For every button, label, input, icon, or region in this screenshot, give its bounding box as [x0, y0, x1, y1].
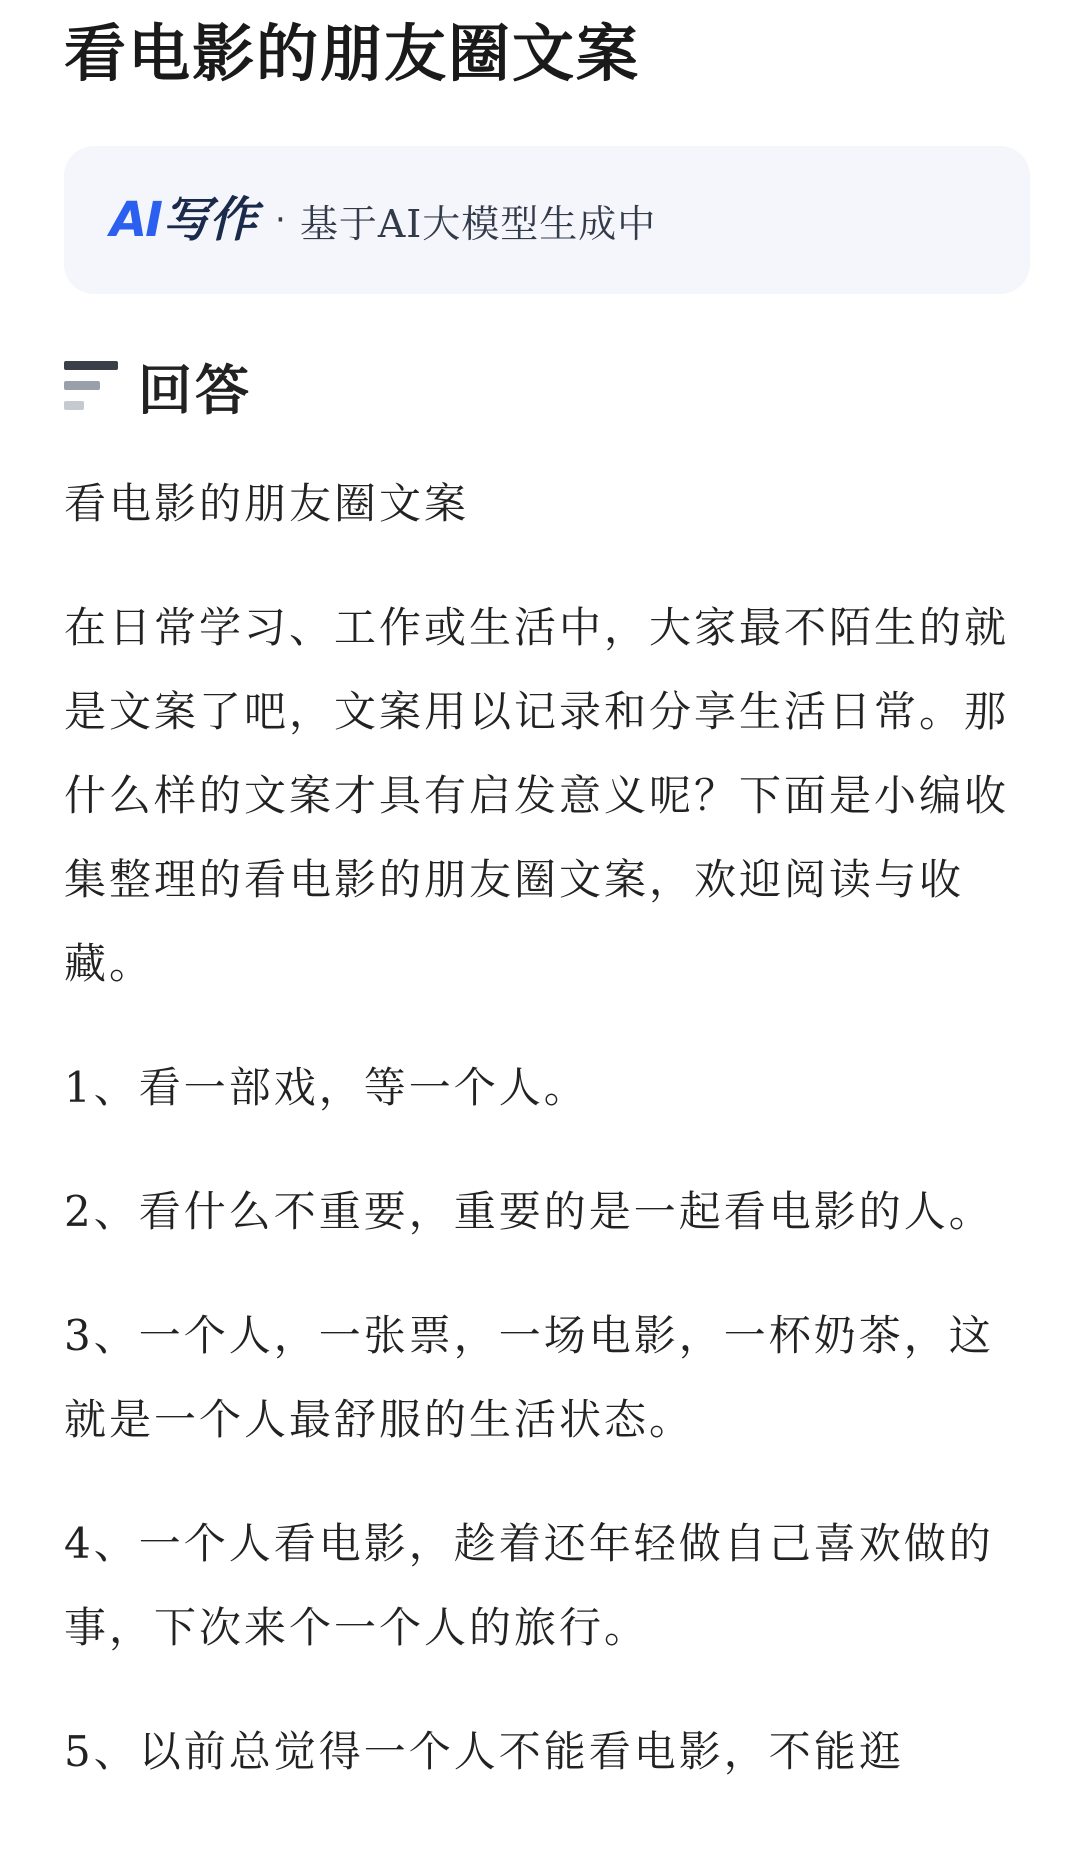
banner-separator: · — [275, 200, 286, 240]
list-item: 2、看什么不重要，重要的是一起看电影的人。 — [64, 1187, 994, 1236]
list-item: 1、看一部戏，等一个人。 — [64, 1063, 589, 1112]
page-title: 看电影的朋友圈文案 — [64, 17, 641, 90]
list-item: 4、一个人看电影，趁着还年轻做自己喜欢做的事，下次来个一个人的旅行。 — [64, 1519, 994, 1652]
answer-header — [64, 346, 1016, 426]
ai-logo-write: 写作 — [163, 192, 256, 248]
list-item: 3、一个人，一张票，一场电影，一杯奶茶，这就是一个人最舒服的生活状态。 — [64, 1311, 994, 1444]
answer-content — [64, 462, 1030, 1794]
ai-generation-status: 基于AI大模型生成中 — [299, 201, 657, 246]
ai-writing-logo — [110, 192, 256, 248]
list-item: 5、以前总觉得一个人不能看电影，不能逛 — [64, 1727, 904, 1776]
answer-intro: 在日常学习、工作或生活中，大家最不陌生的就是文案了吧，文案用以记录和分享生活日常。那什么样的文案才具有启发意义呢？下面是小编收集整理的看电影的朋友圈文案，欢迎阅读与收藏。 — [64, 603, 1010, 988]
answer-label: 回答 — [138, 357, 252, 422]
ai-writing-banner[interactable] — [64, 146, 1030, 294]
ai-logo-ai: AI — [110, 192, 162, 248]
list-lines-icon — [64, 361, 118, 411]
answer-subtitle: 看电影的朋友圈文案 — [64, 479, 470, 528]
